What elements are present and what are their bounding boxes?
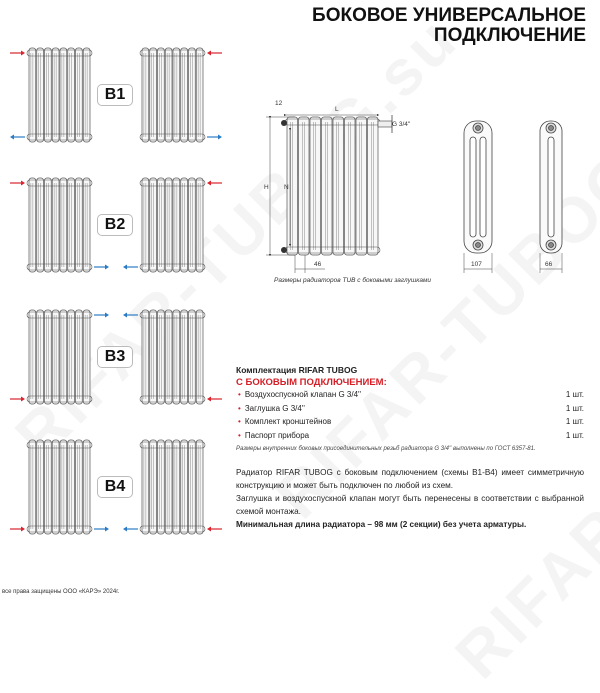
scheme-label-b1: B1 xyxy=(97,84,133,106)
radiator-side-view-107 xyxy=(464,121,492,253)
return-arrow-icon xyxy=(10,135,25,140)
description-p3: Минимальная длина радиатора – 98 мм (2 секции) без учета арматуры. xyxy=(236,520,527,529)
supply-arrow-icon xyxy=(10,397,25,402)
radiator xyxy=(140,310,205,404)
dim-107-label: 107 xyxy=(471,261,482,268)
radiator xyxy=(27,48,92,142)
kit-list xyxy=(236,388,584,442)
kit-item xyxy=(236,388,584,402)
dimension-drawing xyxy=(250,95,590,280)
return-arrow-icon xyxy=(123,527,138,532)
kit-section xyxy=(236,365,584,452)
drawing-caption: Размеры радиаторов TUB с боковыми заглушками xyxy=(274,277,432,284)
title-line-1: БОКОВОЕ УНИВЕРСАЛЬНОЕ xyxy=(312,5,586,26)
dim-l-label: L xyxy=(335,106,339,113)
dim-66-label: 66 xyxy=(545,261,553,268)
title-line-2: ПОДКЛЮЧЕНИЕ xyxy=(433,25,586,46)
bullet-icon: • xyxy=(238,390,241,399)
supply-arrow-icon xyxy=(207,51,222,56)
kit-heading: Комплектация RIFAR TUBOG xyxy=(236,365,358,375)
description-p2: Заглушка и воздухоспускной клапан могут быть перенесены в соответствии с выбранной схемой монтажа. xyxy=(236,494,584,516)
description xyxy=(236,466,584,531)
kit-item-name: Комплект кронштейнов xyxy=(244,417,332,426)
scheme-label-b3: B3 xyxy=(97,346,133,368)
dim-46-label: 46 xyxy=(314,261,322,268)
dim-12-label: 12 xyxy=(275,100,283,107)
supply-arrow-icon xyxy=(207,181,222,186)
radiator-side-view-66 xyxy=(540,121,562,253)
radiator xyxy=(27,310,92,404)
copyright: все права защищены ООО «КАРЭ» 2024г. xyxy=(2,589,120,595)
kit-item-qty: 1 шт. xyxy=(565,417,584,426)
supply-arrow-icon xyxy=(10,527,25,532)
kit-item xyxy=(236,415,584,429)
kit-item-name: Воздухоспускной клапан G 3/4'' xyxy=(244,390,362,399)
supply-arrow-icon xyxy=(207,397,222,402)
kit-item xyxy=(236,402,584,416)
description-p1: Радиатор RIFAR TUBOG с боковым подключением (схемы B1-B4) имеет симметричную конструкцию и может быть подключен по любой из схем. xyxy=(236,468,584,490)
radiator xyxy=(140,178,205,272)
page-title xyxy=(312,6,586,46)
return-arrow-icon xyxy=(94,313,109,318)
thread-label: G 3/4'' xyxy=(392,121,411,128)
radiator xyxy=(27,178,92,272)
radiator xyxy=(27,440,92,534)
return-arrow-icon xyxy=(94,265,109,270)
watermark xyxy=(441,221,600,693)
return-arrow-icon xyxy=(123,265,138,270)
return-arrow-icon xyxy=(207,135,222,140)
dim-h-label: H xyxy=(264,184,269,191)
kit-item-qty: 1 шт. xyxy=(565,403,584,413)
return-arrow-icon xyxy=(123,313,138,318)
dim-n-label: N xyxy=(284,184,289,191)
scheme-label-b4: B4 xyxy=(97,476,133,498)
bullet-icon: • xyxy=(238,403,241,413)
return-arrow-icon xyxy=(94,527,109,532)
bullet-icon: • xyxy=(238,430,241,440)
kit-item xyxy=(236,429,584,443)
radiator xyxy=(140,48,205,142)
kit-item-qty: 1 шт. xyxy=(565,430,584,440)
supply-arrow-icon xyxy=(207,527,222,532)
bullet-icon: • xyxy=(238,417,241,426)
supply-arrow-icon xyxy=(10,181,25,186)
kit-item-name: Заглушка G 3/4'' xyxy=(244,403,305,413)
kit-item-name: Паспорт прибора xyxy=(244,430,310,440)
supply-arrow-icon xyxy=(10,51,25,56)
scheme-label-b2: B2 xyxy=(97,214,133,236)
radiator xyxy=(140,440,205,534)
kit-subheading: С БОКОВЫМ ПОДКЛЮЧЕНИЕМ: xyxy=(236,377,387,388)
kit-item-qty: 1 шт. xyxy=(565,390,584,399)
radiator-front-view xyxy=(281,115,392,255)
kit-note: Размеры внутренних боковых присоединительных резьб радиатора G 3/4'' выполнены по ГОСТ 6357-81. xyxy=(236,446,536,452)
